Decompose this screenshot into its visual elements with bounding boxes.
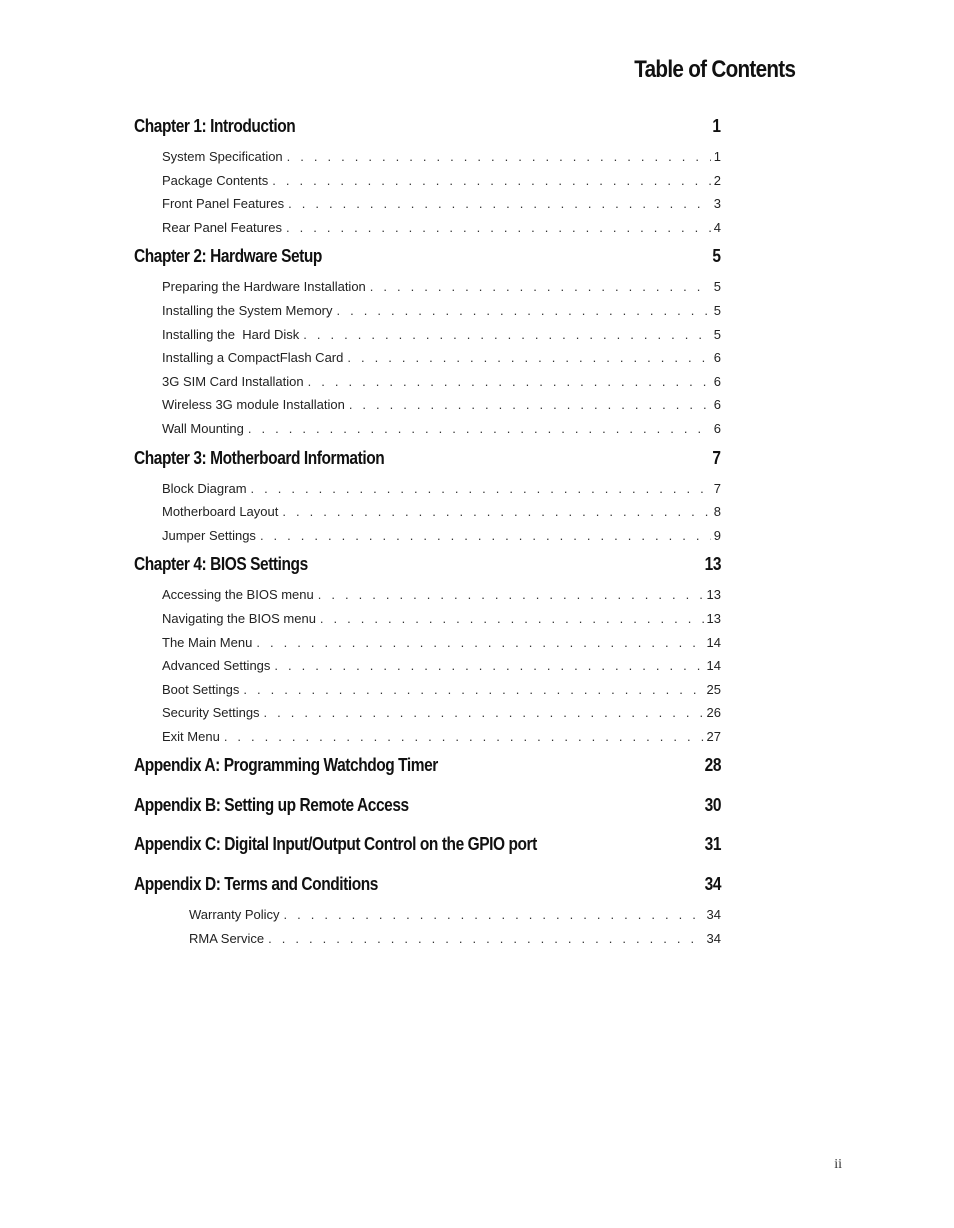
toc-heading[interactable] (134, 870, 721, 899)
dot-leader (274, 654, 703, 678)
toc-entry-text: 3G SIM Card Installation (162, 373, 304, 389)
toc-entry-page: 27 (706, 728, 721, 744)
toc-entry-text: Rear Panel Features (162, 219, 282, 235)
toc-entry[interactable] (134, 145, 721, 169)
toc-entries (134, 899, 721, 953)
toc-section-appendix-c (134, 830, 721, 870)
toc-entry-page: 6 (713, 420, 721, 436)
toc-section-appendix-b (134, 791, 721, 831)
toc-entry-text: Jumper Settings (162, 527, 256, 543)
dot-leader (243, 678, 703, 702)
toc-entry-text: Installing the System Memory (162, 302, 333, 318)
toc-heading-page: 1 (712, 116, 721, 136)
dot-leader (272, 169, 711, 193)
toc-entry[interactable] (134, 903, 721, 927)
toc-entries (134, 141, 721, 242)
toc-entry-page: 3 (713, 196, 721, 212)
toc-entry-page: 25 (706, 681, 721, 697)
toc-heading-page: 28 (704, 755, 721, 776)
toc-heading[interactable] (134, 112, 721, 141)
toc-entry-page: 5 (713, 302, 721, 318)
toc-entry-text: RMA Service (189, 930, 265, 946)
toc-entry[interactable] (134, 393, 721, 417)
toc-entries (134, 473, 721, 551)
toc-heading-text: Chapter 2: Hardware Setup (134, 246, 322, 267)
toc-entry-text: System Specification (162, 149, 283, 164)
toc-heading[interactable] (134, 791, 721, 820)
toc-entry[interactable] (134, 654, 721, 678)
dot-leader (268, 927, 703, 951)
toc-entry-page: 13 (706, 610, 721, 626)
toc-heading-text: Chapter 1: Introduction (134, 116, 296, 136)
dot-leader (303, 323, 710, 347)
toc-entry-text: Warranty Policy (189, 906, 280, 922)
toc-entry-page: 4 (713, 219, 721, 235)
toc-entry-text: Wireless 3G module Installation (162, 397, 345, 413)
toc-heading-page: 31 (704, 834, 721, 855)
toc-section-chapter-4 (134, 550, 721, 751)
toc-heading-text: Appendix C: Digital Input/Output Control on the GPIO port (134, 834, 537, 855)
dot-leader (251, 477, 711, 501)
toc-heading-text: Appendix D: Terms and Conditions (134, 873, 378, 894)
toc-entry-page: 34 (706, 906, 721, 922)
toc-entry-page: 5 (713, 326, 721, 342)
toc-entry-text: Advanced Settings (162, 658, 271, 674)
page-title: Table of Contents (633, 56, 795, 83)
page-number: ii (834, 1157, 842, 1172)
toc-heading[interactable] (134, 830, 721, 859)
dot-leader (347, 346, 710, 370)
toc-entry[interactable] (134, 299, 721, 323)
dot-leader (288, 192, 711, 216)
toc-entry[interactable] (134, 169, 721, 193)
toc-entry-page: 5 (713, 279, 721, 295)
toc-entry[interactable] (134, 607, 721, 631)
dot-leader (287, 145, 711, 169)
dot-leader (264, 701, 704, 725)
toc-entry-text: Security Settings (162, 705, 260, 721)
toc-entry[interactable] (134, 631, 721, 655)
dot-leader (284, 903, 704, 927)
toc-entry-text: Wall Mounting (162, 420, 244, 436)
toc-entry-page: 9 (713, 527, 721, 543)
toc-entry[interactable] (134, 678, 721, 702)
toc-entry-text: Motherboard Layout (162, 504, 279, 520)
toc-section-chapter-3 (134, 444, 721, 551)
toc-entry-page: 6 (713, 397, 721, 413)
toc-heading[interactable] (134, 444, 721, 473)
toc-entry-page: 14 (706, 658, 721, 674)
toc-entry-text: Block Diagram (162, 480, 247, 496)
toc-entries (134, 579, 721, 751)
toc-entry[interactable] (134, 192, 721, 216)
toc-entry[interactable] (134, 477, 721, 501)
toc-heading-page: 34 (704, 873, 721, 894)
toc-entry[interactable] (134, 323, 721, 347)
toc-section-chapter-2 (134, 242, 721, 443)
toc-entry-text: Boot Settings (162, 681, 240, 697)
toc-entry[interactable] (134, 927, 721, 951)
dot-leader (224, 725, 704, 749)
toc-entry-text: Installing a CompactFlash Card (162, 350, 344, 366)
toc-heading-text: Chapter 4: BIOS Settings (134, 554, 308, 575)
toc-entry[interactable] (134, 417, 721, 441)
toc-heading[interactable] (134, 242, 721, 271)
toc-entry[interactable] (134, 725, 721, 749)
toc-heading-text: Appendix A: Programming Watchdog Timer (134, 755, 438, 776)
toc-heading-text: Appendix B: Setting up Remote Access (134, 794, 409, 815)
toc-entry-page: 1 (713, 149, 721, 164)
dot-leader (318, 583, 704, 607)
toc-entry-text: Exit Menu (162, 728, 220, 744)
toc-heading-page: 7 (712, 447, 721, 468)
dot-leader (337, 299, 711, 323)
toc-entry[interactable] (134, 216, 721, 240)
toc-entry-page: 7 (713, 480, 721, 496)
toc-heading-page: 5 (712, 246, 721, 267)
toc-entry[interactable] (134, 500, 721, 524)
toc-entry-page: 2 (713, 172, 721, 188)
toc-entry-text: Package Contents (162, 172, 269, 188)
toc-entry-page: 6 (713, 373, 721, 389)
toc-entry-page: 13 (706, 587, 721, 603)
dot-leader (349, 393, 711, 417)
toc-entry[interactable] (134, 524, 721, 548)
toc-entry-page: 34 (706, 930, 721, 946)
toc-section-chapter-1 (134, 112, 721, 242)
dot-leader (308, 370, 711, 394)
toc-heading-page: 13 (704, 554, 721, 575)
toc-entry-page: 14 (706, 634, 721, 650)
dot-leader (370, 275, 711, 299)
dot-leader (248, 417, 711, 441)
dot-leader (320, 607, 704, 631)
toc-entries (134, 271, 721, 443)
toc-entry-text: Navigating the BIOS menu (162, 610, 316, 626)
toc-entry-text: Accessing the BIOS menu (162, 587, 314, 603)
toc-heading[interactable] (134, 751, 721, 780)
toc-heading[interactable] (134, 550, 721, 579)
toc-entry-text: Front Panel Features (162, 196, 285, 212)
toc-entry-page: 6 (713, 350, 721, 366)
dot-leader (286, 216, 711, 240)
toc-heading-text: Chapter 3: Motherboard Information (134, 447, 385, 468)
toc-entry[interactable] (134, 346, 721, 370)
toc-entry[interactable] (134, 275, 721, 299)
dot-leader (282, 500, 710, 524)
dot-leader (260, 524, 711, 548)
toc-entry-page: 26 (706, 705, 721, 721)
toc-entry-text: The Main Menu (162, 634, 253, 650)
dot-leader (256, 631, 703, 655)
toc-entry[interactable] (134, 370, 721, 394)
toc-entry[interactable] (134, 701, 721, 725)
toc-entry-page: 8 (713, 504, 721, 520)
toc-entry[interactable] (134, 583, 721, 607)
toc-entry-text: Preparing the Hardware Installation (162, 279, 366, 295)
toc-heading-page: 30 (704, 794, 721, 815)
toc-section-appendix-d (134, 870, 721, 953)
toc-entry-text: Installing the Hard Disk (162, 326, 300, 342)
table-of-contents (134, 112, 721, 953)
toc-section-appendix-a (134, 751, 721, 791)
